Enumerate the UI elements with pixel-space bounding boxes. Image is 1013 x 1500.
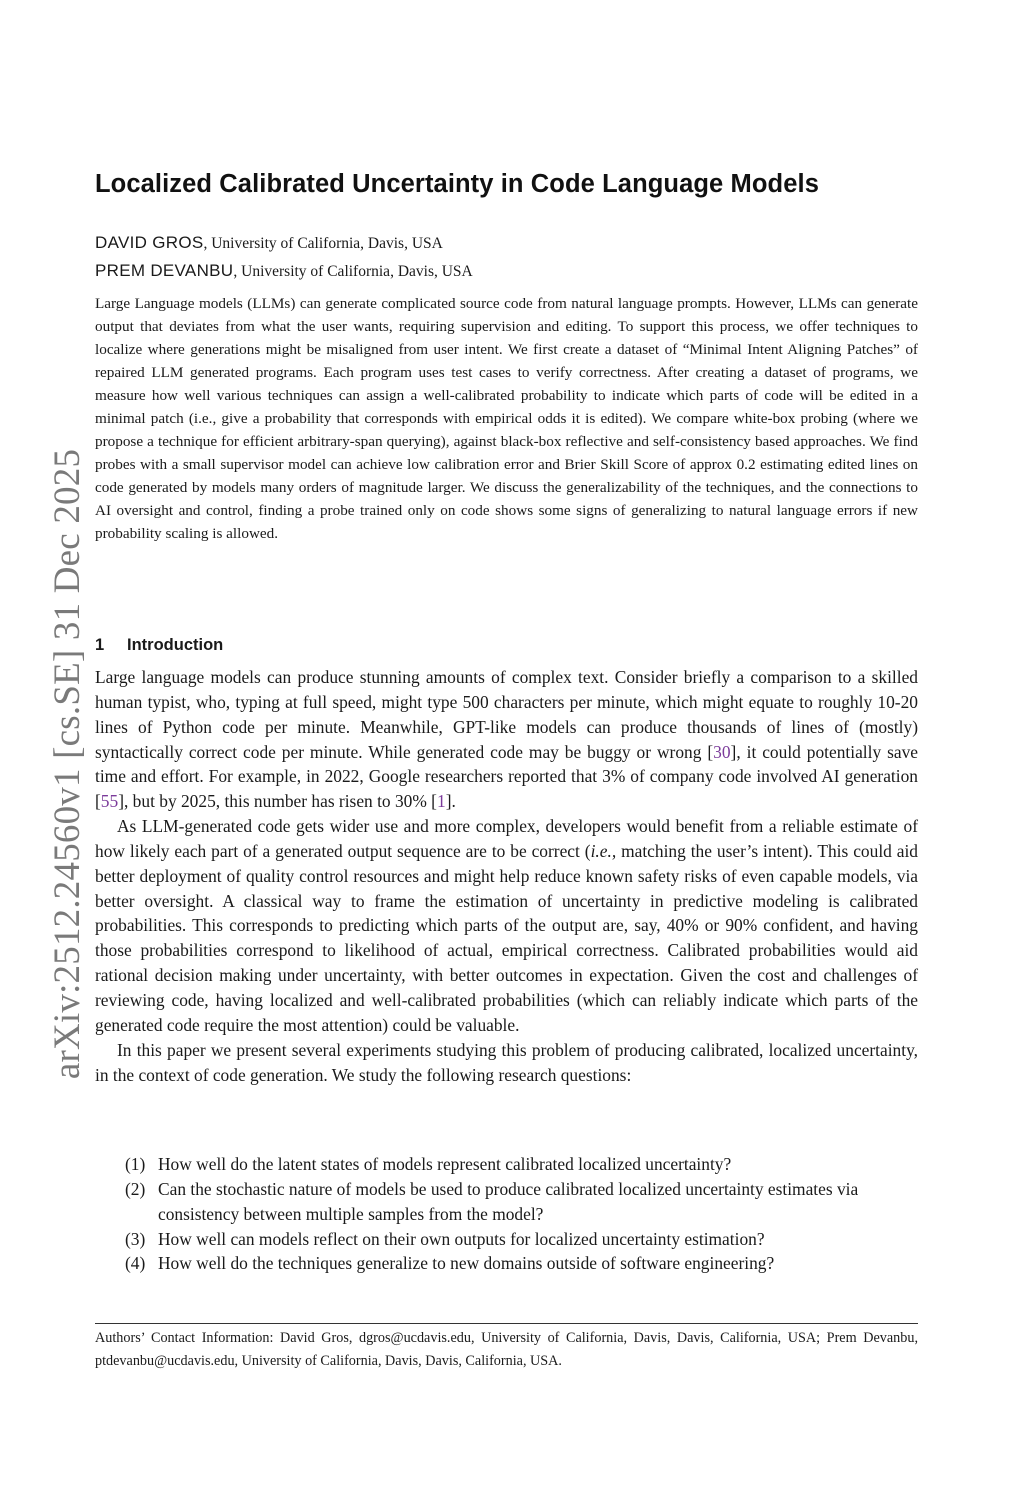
paper-title: Localized Calibrated Uncertainty in Code Language Models [95, 170, 819, 198]
body-text [95, 665, 918, 1087]
list-item-number: (2) [125, 1178, 146, 1199]
abstract: Large Language models (LLMs) can generate complicated source code from natural language prompts. However, LLMs can generate output that deviates from what the user wants, requiring supervision and editing. To support this process, we offer techniques to localize where generations might be misaligned from user intent. We first create a dataset of “Minimal Intent Aligning Patches” of repaired LLM generated programs. Each program uses test cases to verify correctness. After creating a dataset of programs, we measure how well various techniques can assign a well-calibrated probability to indicate which parts of code will be edited in a minimal patch (i.e., give a probability that corresponds with empirical odds it is edited). We compare white-box probing (where we propose a technique for efficient arbitrary-span querying), against black-box reflective and self-consistency based approaches. We find probes with a small supervisor model can achieve low calibration error and Brier Skill Score of approx 0.2 estimating edited lines on code generated by models many orders of magnitude larger. We discuss the generalizability of the techniques, and the connections to AI oversight and control, finding a probe trained only on code shows some signs of generalizing to natural language errors if new probability scaling is allowed. [95, 295, 918, 543]
text-run: ], but by 2025, this number has risen to 30% [ [118, 791, 437, 812]
text-run: ], it could potentially save time and effort. For example, in 2022, Google researchers reported that 3% of company code involved AI generation [ [95, 741, 918, 812]
list-item [125, 1227, 920, 1252]
section-title: Introduction [127, 636, 224, 654]
list-item-text: How well do the latent states of models represent calibrated localized uncertainty? [158, 1154, 732, 1174]
paragraph-1 [95, 665, 918, 814]
citation-link[interactable]: 1 [436, 791, 446, 812]
list-item-text: How well do the techniques generalize to new domains outside of software engineering? [158, 1253, 775, 1274]
citation-link[interactable]: 30 [713, 741, 731, 762]
author-name: PREM DEVANBU [95, 261, 234, 280]
text-run: ]. [445, 791, 456, 812]
paragraph-3: In this paper we present several experiments studying this problem of producing calibrated, localized uncertainty, in the context of code generation. We study the following research questions: [95, 1039, 918, 1085]
list-item [125, 1251, 920, 1276]
paragraph-2 [95, 814, 918, 1038]
text-run: matching the user’s intent). This could aid better deployment of quality control resources and might help reduce known safety risks of even capable models, via better oversight. A classical way to frame the estimation of uncertainty in predictive modeling is calibrated probabilities. This corresponds to predicting which parts of the output are, say, 40% or 90% confident, and having those probabilities correspond to likelihood of actual, empirical correctness. Calibrated probabilities would aid rational decision making under uncertainty, with better outcomes in expectation. Given the cost and challenges of reviewing code, having localized and well-calibrated probabilities (which can reliably indicate which parts of the generated code require the most attention) could be valuable. [95, 840, 919, 1035]
author-block [95, 229, 925, 285]
section-heading [95, 636, 223, 655]
list-item-text: How well can models reflect on their own outputs for localized uncertainty estimation? [158, 1228, 765, 1249]
list-item-number: (4) [125, 1253, 146, 1274]
author-name: DAVID GROS [95, 233, 204, 252]
footnote-divider [95, 1323, 918, 1324]
author-line [95, 229, 925, 257]
section-number: 1 [95, 636, 105, 654]
text-run: As LLM-generated code gets wider use and more complex, developers would benefit from a reliable estimate of how likely each part of a generated output sequence are to be correct ( [95, 816, 918, 861]
author-affiliation: , University of California, Davis, USA [203, 235, 443, 252]
list-item-text: Can the stochastic nature of models be used to produce calibrated localized uncertainty estimates via consistency between multiple samples from the model? [158, 1178, 859, 1224]
list-item [125, 1152, 920, 1177]
list-item-number: (1) [125, 1154, 146, 1174]
list-item [125, 1177, 920, 1227]
arxiv-identifier: arXiv:2512.24560v1 [cs.SE] 31 Dec 2025 [47, 448, 88, 1080]
text-run: Large language models can produce stunning amounts of complex text. Consider briefly a comparison to a skilled human typist, who, typing at full speed, might type 500 characters per minute, which might equate to roughly 10-20 lines of Python code per minute. Meanwhile, GPT-like models can produce thousands of lines of (mostly) syntactically correct code per minute. While generated code may be buggy or wrong [ [95, 667, 918, 762]
list-item-number: (3) [125, 1228, 146, 1249]
citation-link[interactable]: 55 [100, 791, 119, 812]
author-contact-footnote: Authors’ Contact Information: David Gros, dgros@ucdavis.edu, University of California, Davis, Davis, California, USA; Prem Devanbu, ptdevanbu@ucdavis.edu, University of California, Davis, Davis, California, USA. [95, 1330, 918, 1369]
research-questions-list [125, 1152, 920, 1276]
author-affiliation: , University of California, Davis, USA [233, 263, 473, 280]
emphasis: i.e., [590, 840, 617, 861]
author-line [95, 257, 925, 285]
